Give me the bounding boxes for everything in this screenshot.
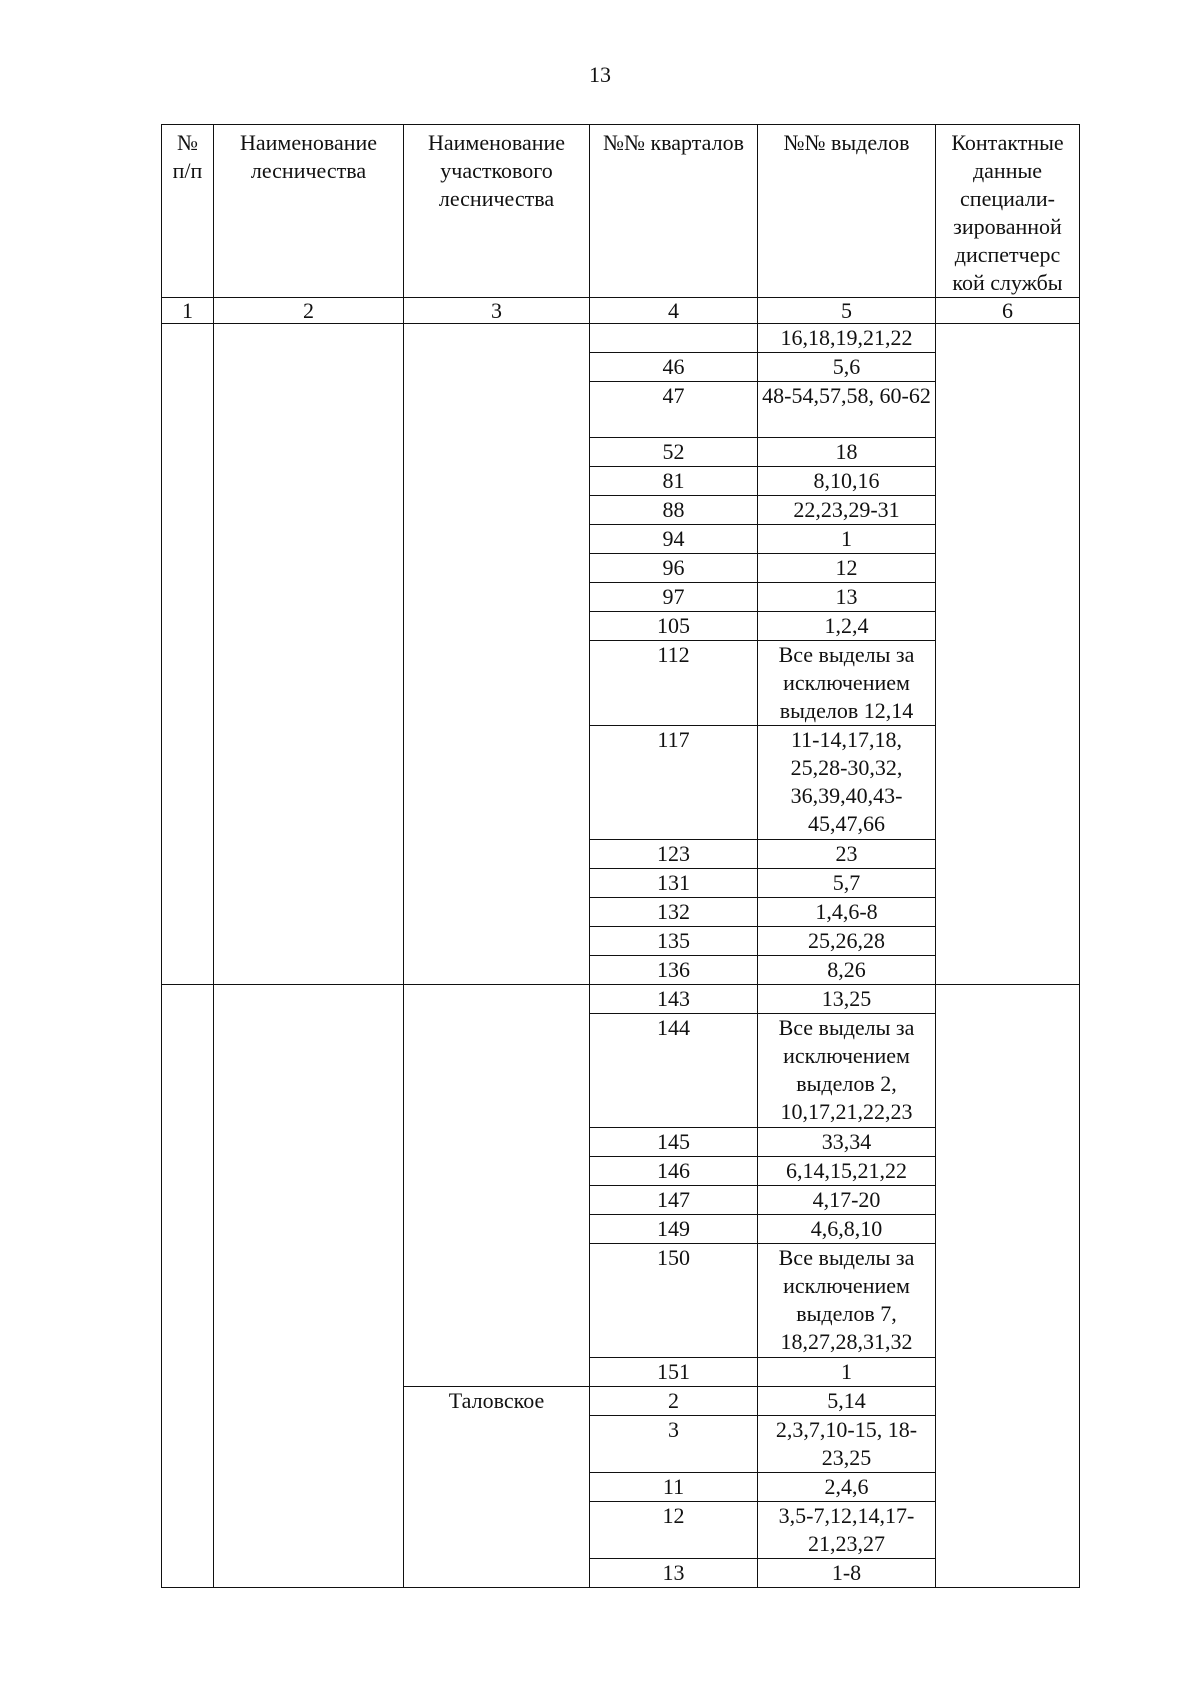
forest-table	[161, 124, 1080, 1588]
index-cell: 3	[404, 298, 590, 324]
cell-allotments: 2,4,6	[758, 1473, 936, 1502]
header-row	[162, 125, 1080, 298]
cell-quarter: 147	[590, 1186, 758, 1215]
cell-quarter: 144	[590, 1014, 758, 1128]
cell-district-forestry: Таловское	[404, 1387, 590, 1588]
cell-quarter: 46	[590, 353, 758, 382]
table-row	[162, 985, 1080, 1014]
cell-allotments: 8,26	[758, 956, 936, 985]
cell-allotments: 8,10,16	[758, 467, 936, 496]
cell-allotments: 33,34	[758, 1128, 936, 1157]
cell-allotments: 48-54,57,58, 60-62	[758, 382, 936, 438]
cell-district-forestry	[404, 324, 590, 985]
cell-contacts	[936, 324, 1080, 985]
cell-allotments: 25,26,28	[758, 927, 936, 956]
cell-allotments: 11-14,17,18, 25,28-30,32, 36,39,40,43- 45,47,66	[758, 726, 936, 840]
cell-quarter: 105	[590, 612, 758, 641]
header-col-quarters: №№ кварталов	[590, 125, 758, 298]
cell-quarter: 94	[590, 525, 758, 554]
cell-allotments: 6,14,15,21,22	[758, 1157, 936, 1186]
index-cell: 5	[758, 298, 936, 324]
cell-quarter: 13	[590, 1559, 758, 1588]
cell-quarter: 12	[590, 1502, 758, 1559]
cell-allotments: 5,14	[758, 1387, 936, 1416]
header-col-district-forestry: Наименование участкового лесничества	[404, 125, 590, 298]
cell-contacts	[936, 985, 1080, 1588]
cell-quarter: 131	[590, 869, 758, 898]
cell-quarter: 88	[590, 496, 758, 525]
cell-number	[162, 324, 214, 985]
cell-quarter: 52	[590, 438, 758, 467]
cell-allotments: 13	[758, 583, 936, 612]
cell-quarter: 149	[590, 1215, 758, 1244]
index-cell: 6	[936, 298, 1080, 324]
cell-allotments: Все выделы за исключением выделов 2, 10,17,21,22,23	[758, 1014, 936, 1128]
cell-quarter: 150	[590, 1244, 758, 1358]
cell-allotments: 1-8	[758, 1559, 936, 1588]
cell-allotments: 1	[758, 1358, 936, 1387]
cell-quarter	[590, 324, 758, 353]
cell-quarter: 135	[590, 927, 758, 956]
cell-quarter: 96	[590, 554, 758, 583]
cell-quarter: 81	[590, 467, 758, 496]
cell-allotments: Все выделы за исключением выделов 12,14	[758, 641, 936, 726]
cell-forestry	[214, 324, 404, 985]
header-col-number: № п/п	[162, 125, 214, 298]
header-col-allotments: №№ выделов	[758, 125, 936, 298]
header-col-contacts: Контактные данные специали- зированной диспетчерс кой службы	[936, 125, 1080, 298]
index-cell: 1	[162, 298, 214, 324]
cell-quarter: 145	[590, 1128, 758, 1157]
cell-allotments: 5,6	[758, 353, 936, 382]
cell-quarter: 97	[590, 583, 758, 612]
index-cell: 2	[214, 298, 404, 324]
cell-allotments: 23	[758, 840, 936, 869]
cell-quarter: 132	[590, 898, 758, 927]
cell-quarter: 146	[590, 1157, 758, 1186]
table-row	[162, 324, 1080, 353]
cell-allotments: 4,17-20	[758, 1186, 936, 1215]
cell-allotments: 1,2,4	[758, 612, 936, 641]
cell-forestry	[214, 985, 404, 1588]
cell-quarter: 136	[590, 956, 758, 985]
index-cell: 4	[590, 298, 758, 324]
cell-quarter: 117	[590, 726, 758, 840]
cell-quarter: 151	[590, 1358, 758, 1387]
cell-number	[162, 985, 214, 1588]
cell-quarter: 112	[590, 641, 758, 726]
cell-allotments: 16,18,19,21,22	[758, 324, 936, 353]
cell-district-forestry	[404, 985, 590, 1387]
header-col-forestry: Наименование лесничества	[214, 125, 404, 298]
cell-quarter: 47	[590, 382, 758, 438]
cell-quarter: 2	[590, 1387, 758, 1416]
cell-allotments: 12	[758, 554, 936, 583]
cell-quarter: 11	[590, 1473, 758, 1502]
index-row	[162, 298, 1080, 324]
cell-allotments: 4,6,8,10	[758, 1215, 936, 1244]
cell-allotments: 2,3,7,10-15, 18- 23,25	[758, 1416, 936, 1473]
cell-allotments: 18	[758, 438, 936, 467]
cell-allotments: 5,7	[758, 869, 936, 898]
cell-allotments: Все выделы за исключением выделов 7, 18,27,28,31,32	[758, 1244, 936, 1358]
cell-quarter: 123	[590, 840, 758, 869]
cell-allotments: 1,4,6-8	[758, 898, 936, 927]
cell-quarter: 3	[590, 1416, 758, 1473]
cell-quarter: 143	[590, 985, 758, 1014]
cell-allotments: 3,5-7,12,14,17- 21,23,27	[758, 1502, 936, 1559]
cell-allotments: 13,25	[758, 985, 936, 1014]
cell-allotments: 22,23,29-31	[758, 496, 936, 525]
page-number: 13	[589, 62, 611, 87]
cell-allotments: 1	[758, 525, 936, 554]
